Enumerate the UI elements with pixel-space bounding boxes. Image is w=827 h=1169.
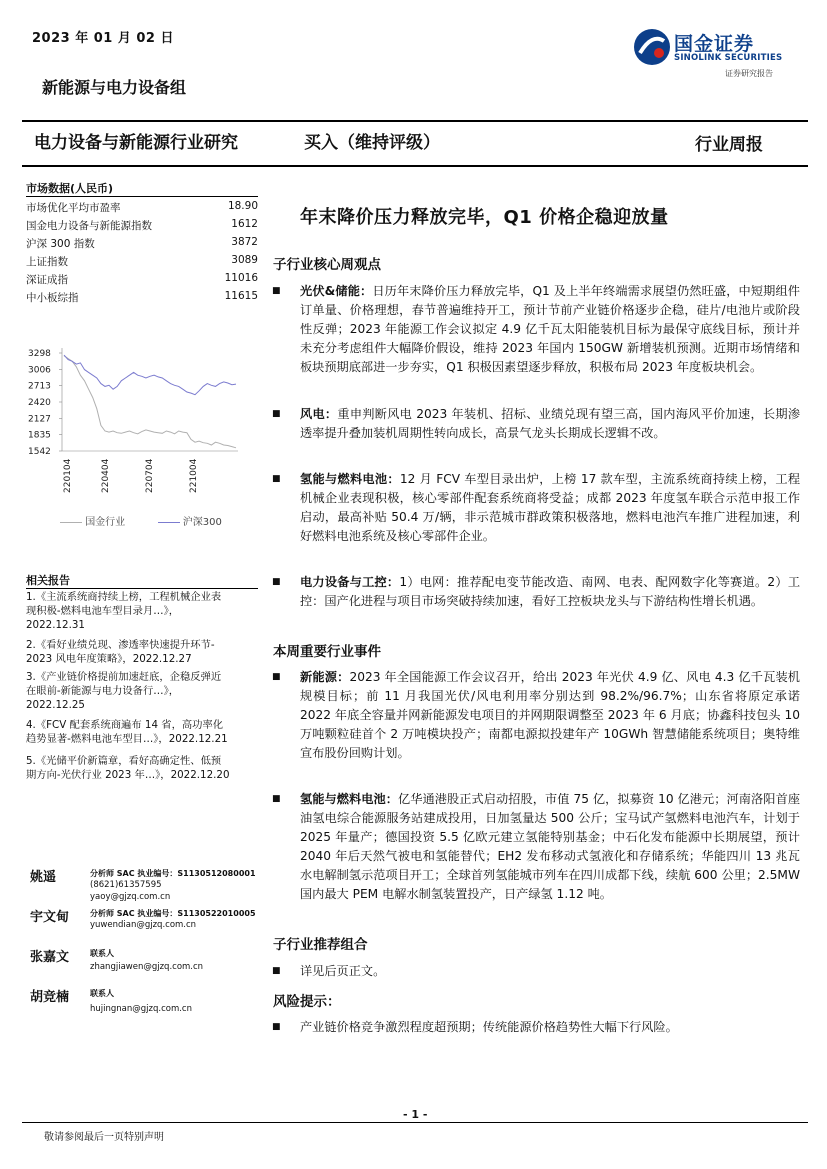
- author-name: 张嘉文: [30, 950, 70, 965]
- x-tick-label: 221004: [189, 458, 199, 493]
- footer-divider: [22, 1122, 808, 1123]
- market-row: 市场优化平均市盈率 18.90: [26, 200, 258, 214]
- author-role: 分析师 SAC 执业编号：S1130522010005: [90, 909, 256, 918]
- bullet-icon: ■: [272, 577, 281, 587]
- logo-chinese: 国金证券: [674, 33, 755, 55]
- report-headline: 年末降价压力释放完毕，Q1 价格企稳迎放量: [300, 207, 669, 228]
- bullet-icon: ■: [272, 672, 281, 682]
- market-data-heading: 市场数据(人民币): [26, 182, 114, 195]
- report-type: 行业周报: [695, 135, 763, 155]
- page-number: - 1 -: [403, 1108, 428, 1121]
- author-name: 姚遥: [30, 870, 57, 885]
- related-report-item[interactable]: 5.《光储平价新篇章，看好高确定性、低预 期方向-光伏行业 2023 年…》，2022.12.20: [26, 755, 230, 781]
- section-heading-portfolio: 子行业推荐组合: [273, 937, 368, 953]
- bullet-icon: ■: [272, 966, 281, 976]
- section-heading-events: 本周重要行业事件: [273, 644, 381, 660]
- y-tick-label: 1542: [28, 447, 51, 457]
- market-row: 国金电力设备与新能源指数 1612: [26, 218, 258, 232]
- footer-disclaimer: 敬请参阅最后一页特别声明: [44, 1132, 164, 1143]
- author-name: 宇文甸: [30, 910, 70, 925]
- bullet-icon: ■: [272, 474, 281, 484]
- report-title: 电力设备与新能源行业研究: [34, 133, 238, 153]
- legend-label-industry: 国金行业: [85, 517, 126, 528]
- y-tick-label: 2420: [28, 398, 51, 408]
- report-date: 2023 年 01 月 02 日: [32, 31, 174, 46]
- series-line: [64, 355, 236, 395]
- risk-text: ■ 产业链价格竞争激烈程度超预期；传统能源价格趋势性大幅下行风险。: [272, 1018, 800, 1037]
- x-tick-label: 220104: [63, 458, 73, 493]
- author-role: 分析师 SAC 执业编号：S1130512080001: [90, 869, 256, 878]
- author-block: [30, 906, 270, 936]
- author-phone: (8621)61357595: [90, 880, 162, 890]
- y-tick-label: 1835: [28, 430, 51, 441]
- bullet-icon: ■: [272, 286, 281, 296]
- y-tick-label: 2127: [28, 414, 51, 425]
- author-block: [30, 866, 270, 906]
- legend-swatch-hs300: [158, 522, 180, 523]
- market-row: 深证成指 11016: [26, 272, 258, 286]
- y-tick-label: 3298: [28, 349, 51, 359]
- author-role: 联系人: [90, 989, 114, 998]
- related-divider: [26, 588, 258, 589]
- legend-label-hs300: 沪深300: [182, 517, 222, 528]
- core-view-pv-storage: ■ 光伏&储能：日历年末降价压力释放完毕，Q1 及上半年终端需求展望仍然旺盛，中短期组件订单量、价格理想，春节普遍维持开工，预计节前产业链价格逐步企稳，硅片/电池片或阶段性反弹；2023 年能源工作会议拟定 4.9 亿千瓦太阳能装机目标为最保守底线目标，预计并未充分考虑组件大幅降价假设，维持 2023 年国内 150GW 新增装机预测。近期市场情绪和板块预期底部进一步夯实，Q1 积极因素望逐步释放，积极布局 2023 年度板块机会。: [272, 284, 800, 374]
- y-tick-label: 3006: [28, 365, 51, 376]
- series-line: [64, 356, 236, 448]
- event-new-energy: ■ 新能源：2023 年全国能源工作会议召开，给出 2023 年光伏 4.9 亿、风电 4.3 亿千瓦装机规模目标；前 11 月我国光伏/风电利用率分别达到 98.2%/96.7%；山东省将原定承诺 2022 年底全容量并网新能源发电项目的并网期限调整至 2023 年 6 月底；协鑫科技包头 10 万吨颗粒硅首个 2 万吨模块投产；南都电源拟投建年产 10GWh 智慧储能系统项目；奥特维宣布股份回购计划。: [272, 670, 800, 760]
- logo-english: SINOLINK SECURITIES: [674, 53, 783, 63]
- y-tick-label: 2713: [28, 381, 51, 392]
- author-email[interactable]: hujingnan@gjzq.com.cn: [90, 1004, 192, 1014]
- portfolio-text: ■ 详见后页正文。: [272, 962, 800, 981]
- core-view-hydrogen: ■ 氢能与燃料电池：12 月 FCV 车型目录出炉，上榜 17 款车型，主流系统商持续上榜，工程机械企业表现积极，核心零部件配套系统商将受益；成都 2023 年度氢车联合示范申报工作启动，最高补贴 50.4 万/辆，非示范城市群政策积极落地，燃料电池汽车推广进程加速，利好燃料电池系统及核心零部件企业。: [272, 472, 801, 543]
- logo-subtitle: 证券研究报告: [725, 69, 773, 78]
- market-divider: [26, 196, 258, 197]
- related-report-item[interactable]: 2.《看好业绩兑现、渗透率快速提升环节- 2023 风电年度策略》，2022.12.27: [26, 639, 215, 665]
- author-block: [30, 986, 270, 1016]
- author-name: 胡竞楠: [30, 990, 70, 1005]
- related-report-item[interactable]: 4.《FCV 配套系统商遍布 14 省，高功率化 趋势显著-燃料电池车型目…》，2022.12.21: [26, 719, 228, 745]
- author-email[interactable]: yaoy@gjzq.com.cn: [90, 892, 171, 902]
- market-row: 上证指数 3089: [26, 254, 258, 268]
- x-tick-label: 220704: [145, 458, 155, 493]
- x-tick-label: 220404: [101, 458, 111, 493]
- sinolink-logo-icon: [632, 27, 672, 67]
- core-view-power-equipment: ■ 电力设备与工控：1）电网：推荐配电变节能改造、南网、电表、配网数字化等赛道。2）工控：国产化进程与项目市场突破持续加速，看好工控板块龙头与下游结构性增长机遇。: [272, 575, 801, 608]
- legend-swatch-industry: [60, 522, 82, 523]
- related-reports-heading: 相关报告: [26, 574, 70, 587]
- bullet-icon: ■: [272, 794, 281, 804]
- event-hydrogen: ■ 氢能与燃料电池：亿华通港股正式启动招股，市值 75 亿，拟募资 10 亿港元；河南洛阳首座油氢电综合能源服务站建成投用，日加氢量达 500 公斤；宝马试产氢燃料电池汽车，计划于 2025 年量产；德国投资 5.5 亿欧元建立氢能特别基金；中石化发布能源中长期展望，预计 2040 年后天然气被电和氢能替代；EH2 发布移动式氢液化和存储系统；华能四川 13 兆瓦水电解制氢示范项目开工；全球首列氢能城市列车在四川成都下线，续航 600 公里；2.5MW 国内最大 PEM 电解水制氢装置投产，日产绿氢 1.12 吨。: [272, 792, 801, 901]
- related-report-item[interactable]: 1.《主流系统商持续上榜，工程机械企业表 现积极-燃料电池车型目录月…》， 2022.12.31: [26, 591, 222, 631]
- title-divider: [22, 165, 808, 167]
- section-heading-core-views: 子行业核心周观点: [273, 257, 381, 273]
- section-heading-risk: 风险提示：: [273, 994, 341, 1010]
- core-view-wind: ■ 风电：重申判断风电 2023 年装机、招标、业绩兑现有望三高，国内海风平价加速，长期渗透率提升叠加装机周期性转向成长，高景气龙头长期成长逻辑不改。: [272, 407, 801, 440]
- bullet-icon: ■: [272, 409, 281, 419]
- author-block: [30, 946, 270, 976]
- chart-legend: [60, 513, 222, 528]
- rating: 买入（维持评级）: [304, 133, 440, 153]
- market-row: 中小板综指 11615: [26, 290, 258, 304]
- author-role: 联系人: [90, 949, 114, 958]
- market-row: 沪深 300 指数 3872: [26, 236, 258, 250]
- bullet-icon: ■: [272, 1022, 281, 1032]
- related-report-item[interactable]: 3.《产业链价格提前加速赶底，企稳反弹近 在眼前-新能源与电力设备行…》， 2022.12.25: [26, 671, 222, 711]
- author-email[interactable]: yuwendian@gjzq.com.cn: [90, 920, 197, 930]
- author-email[interactable]: zhangjiawen@gjzq.com.cn: [90, 962, 204, 972]
- company-logo: [632, 25, 792, 85]
- top-divider: [22, 120, 808, 122]
- index-line-chart: [26, 343, 242, 503]
- research-group: 新能源与电力设备组: [42, 78, 187, 97]
